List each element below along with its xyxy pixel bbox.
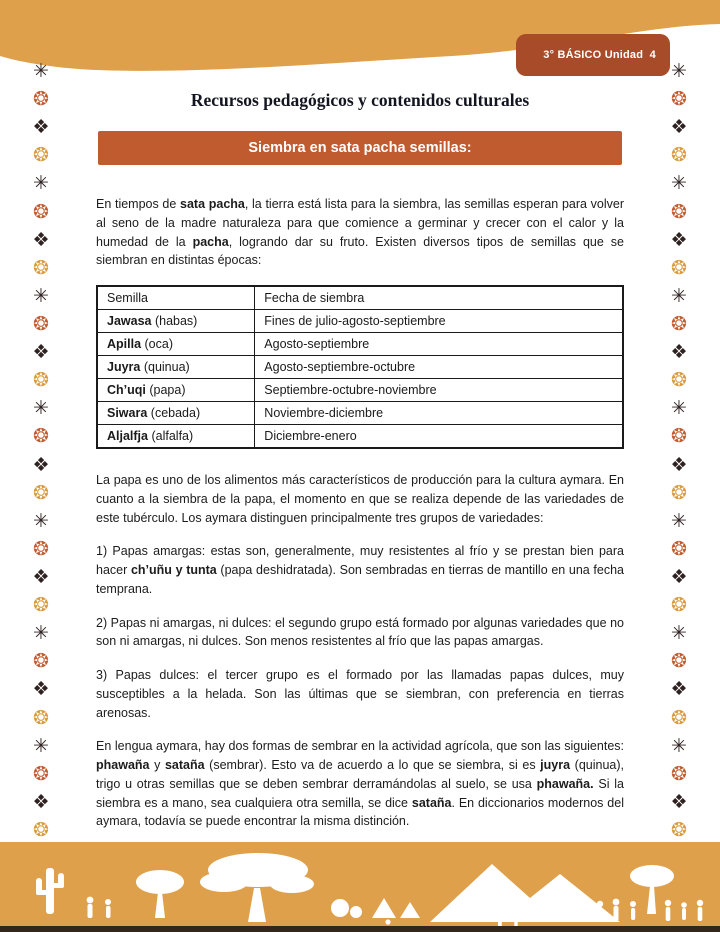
textile-motif-icon: ✳ (33, 735, 49, 757)
textile-motif-icon: ❂ (33, 426, 49, 448)
sowing-date-cell: Septiembre-octubre-noviembre (255, 379, 623, 402)
column-header-fecha: Fecha de siembra (255, 286, 623, 310)
textile-motif-icon: ❂ (671, 595, 687, 617)
textile-motif-icon: ❂ (671, 89, 687, 111)
sowing-date-cell: Noviembre-diciembre (255, 402, 623, 425)
seed-name-cell: Aljalfja (alfalfa) (97, 425, 255, 449)
textile-motif-icon: ❂ (671, 370, 687, 392)
body-paragraph-4: 3) Papas dulces: el tercer grupo es el formado por las llamadas papas dulces, muy susceptibles a la helada. Son las últimas que se siembran, con preferencia en tierras arenosas. (96, 668, 624, 720)
textile-motif-icon: ❂ (33, 201, 49, 223)
section-banner-title: Siembra en sata pacha semillas: (248, 140, 472, 156)
textile-motif-icon: ❖ (670, 342, 688, 364)
left-border-pattern (24, 62, 58, 840)
textile-motif-icon: ❂ (33, 763, 49, 785)
seed-table (96, 285, 624, 449)
textile-motif-icon: ❂ (671, 482, 687, 504)
seed-name-cell: Juyra (quinua) (97, 356, 255, 379)
textile-motif-icon: ❖ (32, 791, 50, 813)
textile-motif-icon: ❂ (33, 651, 49, 673)
textile-motif-icon: ❂ (671, 313, 687, 335)
textile-motif-icon: ✳ (33, 285, 49, 307)
textile-motif-icon: ✳ (671, 285, 687, 307)
footer-illustration-band (0, 842, 720, 932)
textile-motif-icon: ✳ (33, 398, 49, 420)
textile-motif-icon: ❖ (670, 566, 688, 588)
body-paragraph-2: 1) Papas amargas: estas son, generalmente, muy resistentes al frío y se prestan bien para hacer ch’uñu y tunta (papa deshidratada). Son sembradas en tierras de mantillo en una fecha temprana. (96, 544, 624, 596)
textile-motif-icon: ❂ (671, 426, 687, 448)
textile-motif-icon: ❂ (33, 538, 49, 560)
textile-motif-icon: ❖ (32, 117, 50, 139)
column-header-semilla: Semilla (97, 286, 255, 310)
textile-motif-icon: ❂ (671, 145, 687, 167)
textile-motif-icon: ❖ (32, 566, 50, 588)
textile-motif-icon: ❖ (670, 679, 688, 701)
seed-name-cell: Siwara (cebada) (97, 402, 255, 425)
document-content (96, 84, 624, 874)
section-banner (98, 131, 622, 165)
sowing-date-cell: Diciembre-enero (255, 425, 623, 449)
textile-motif-icon: ✳ (671, 173, 687, 195)
body-paragraph-1: La papa es uno de los alimentos más característicos de producción para la cultura aymara. En cuanto a la siembra de la papa, el momento en que se realiza depende de las variedades de este tubérculo. Los aymara distinguen principalmente tres grupos de variedades: (96, 473, 624, 525)
textile-motif-icon: ❖ (670, 454, 688, 476)
seed-table-header-row (97, 286, 623, 310)
textile-motif-icon: ✳ (33, 510, 49, 532)
sowing-date-cell: Fines de julio-agosto-septiembre (255, 310, 623, 333)
footer-silhouette-art (0, 842, 720, 932)
textile-motif-icon: ❂ (33, 482, 49, 504)
textile-motif-icon: ❂ (33, 145, 49, 167)
seed-name-cell: Jawasa (habas) (97, 310, 255, 333)
textile-motif-icon: ❖ (32, 679, 50, 701)
textile-motif-icon: ✳ (671, 735, 687, 757)
textile-motif-icon: ❖ (670, 117, 688, 139)
textile-motif-icon: ❖ (32, 454, 50, 476)
textile-motif-icon: ✳ (33, 62, 49, 82)
sowing-date-cell: Agosto-septiembre-octubre (255, 356, 623, 379)
textile-motif-icon: ✳ (671, 398, 687, 420)
unit-badge-label: 3° BÁSICO Unidad 4 (543, 49, 656, 61)
textile-motif-icon: ✳ (671, 62, 687, 82)
textile-motif-icon: ❂ (33, 257, 49, 279)
textile-motif-icon: ❂ (671, 763, 687, 785)
body-paragraph-3: 2) Papas ni amargas, ni dulces: el segundo grupo está formado por algunas variedades que no son ni amargas, ni dulces. Son menos resistentes al frío que las papas amargas. (96, 615, 624, 649)
textile-motif-icon: ❂ (671, 257, 687, 279)
textile-motif-icon: ❂ (671, 538, 687, 560)
textile-motif-icon: ✳ (671, 510, 687, 532)
textile-motif-icon: ❂ (33, 595, 49, 617)
seed-table-row (97, 333, 623, 356)
textile-motif-icon: ✳ (671, 623, 687, 645)
textile-motif-icon: ❂ (33, 313, 49, 335)
textile-motif-icon: ❂ (33, 370, 49, 392)
seed-table-row (97, 356, 623, 379)
right-border-pattern (662, 62, 696, 840)
textile-motif-icon: ❂ (671, 819, 687, 840)
textile-motif-icon: ❂ (671, 201, 687, 223)
seed-name-cell: Apilla (oca) (97, 333, 255, 356)
seed-table-row (97, 425, 623, 449)
textile-motif-icon: ✳ (33, 173, 49, 195)
body-paragraph-5: En lengua aymara, hay dos formas de sembrar en la actividad agrícola, que son las siguientes: phawaña y sataña (sembrar). Esto va de acuerdo a lo que se siembra, si es juyra (quinua), trigo u otras semillas que se deben sembrar derramándolas al suelo, se usa phawaña. Si la siembra es a mano, sea cualquiera otra semilla, se dice sataña. En diccionarios modernos del aymara, todavía se puede encontrar la misma distinción. (96, 739, 624, 829)
textile-motif-icon: ❖ (32, 342, 50, 364)
textile-motif-icon: ❂ (671, 651, 687, 673)
seed-table-row (97, 310, 623, 333)
textile-motif-icon: ✳ (33, 623, 49, 645)
sowing-date-cell: Agosto-septiembre (255, 333, 623, 356)
textile-motif-icon: ❖ (670, 791, 688, 813)
seed-table-row (97, 379, 623, 402)
page-title: Recursos pedagógicos y contenidos culturales (190, 90, 530, 110)
unit-badge (516, 34, 670, 76)
textile-motif-icon: ❂ (33, 707, 49, 729)
seed-table-body (97, 310, 623, 449)
textile-motif-icon: ❂ (671, 707, 687, 729)
textile-motif-icon: ❖ (32, 229, 50, 251)
seed-table-row (97, 402, 623, 425)
textile-motif-icon: ❖ (670, 229, 688, 251)
textile-motif-icon: ❂ (33, 89, 49, 111)
intro-paragraph: En tiempos de sata pacha, la tierra está lista para la siembra, las semillas esperan para volver al seno de la madre naturaleza para que comience a germinar y crecer con el calor y la humedad de la pacha, logrando dar su fruto. Existen diversos tipos de semillas que se siembran en distintas épocas: (96, 197, 624, 268)
textile-motif-icon: ❂ (33, 819, 49, 840)
seed-name-cell: Ch’uqi (papa) (97, 379, 255, 402)
